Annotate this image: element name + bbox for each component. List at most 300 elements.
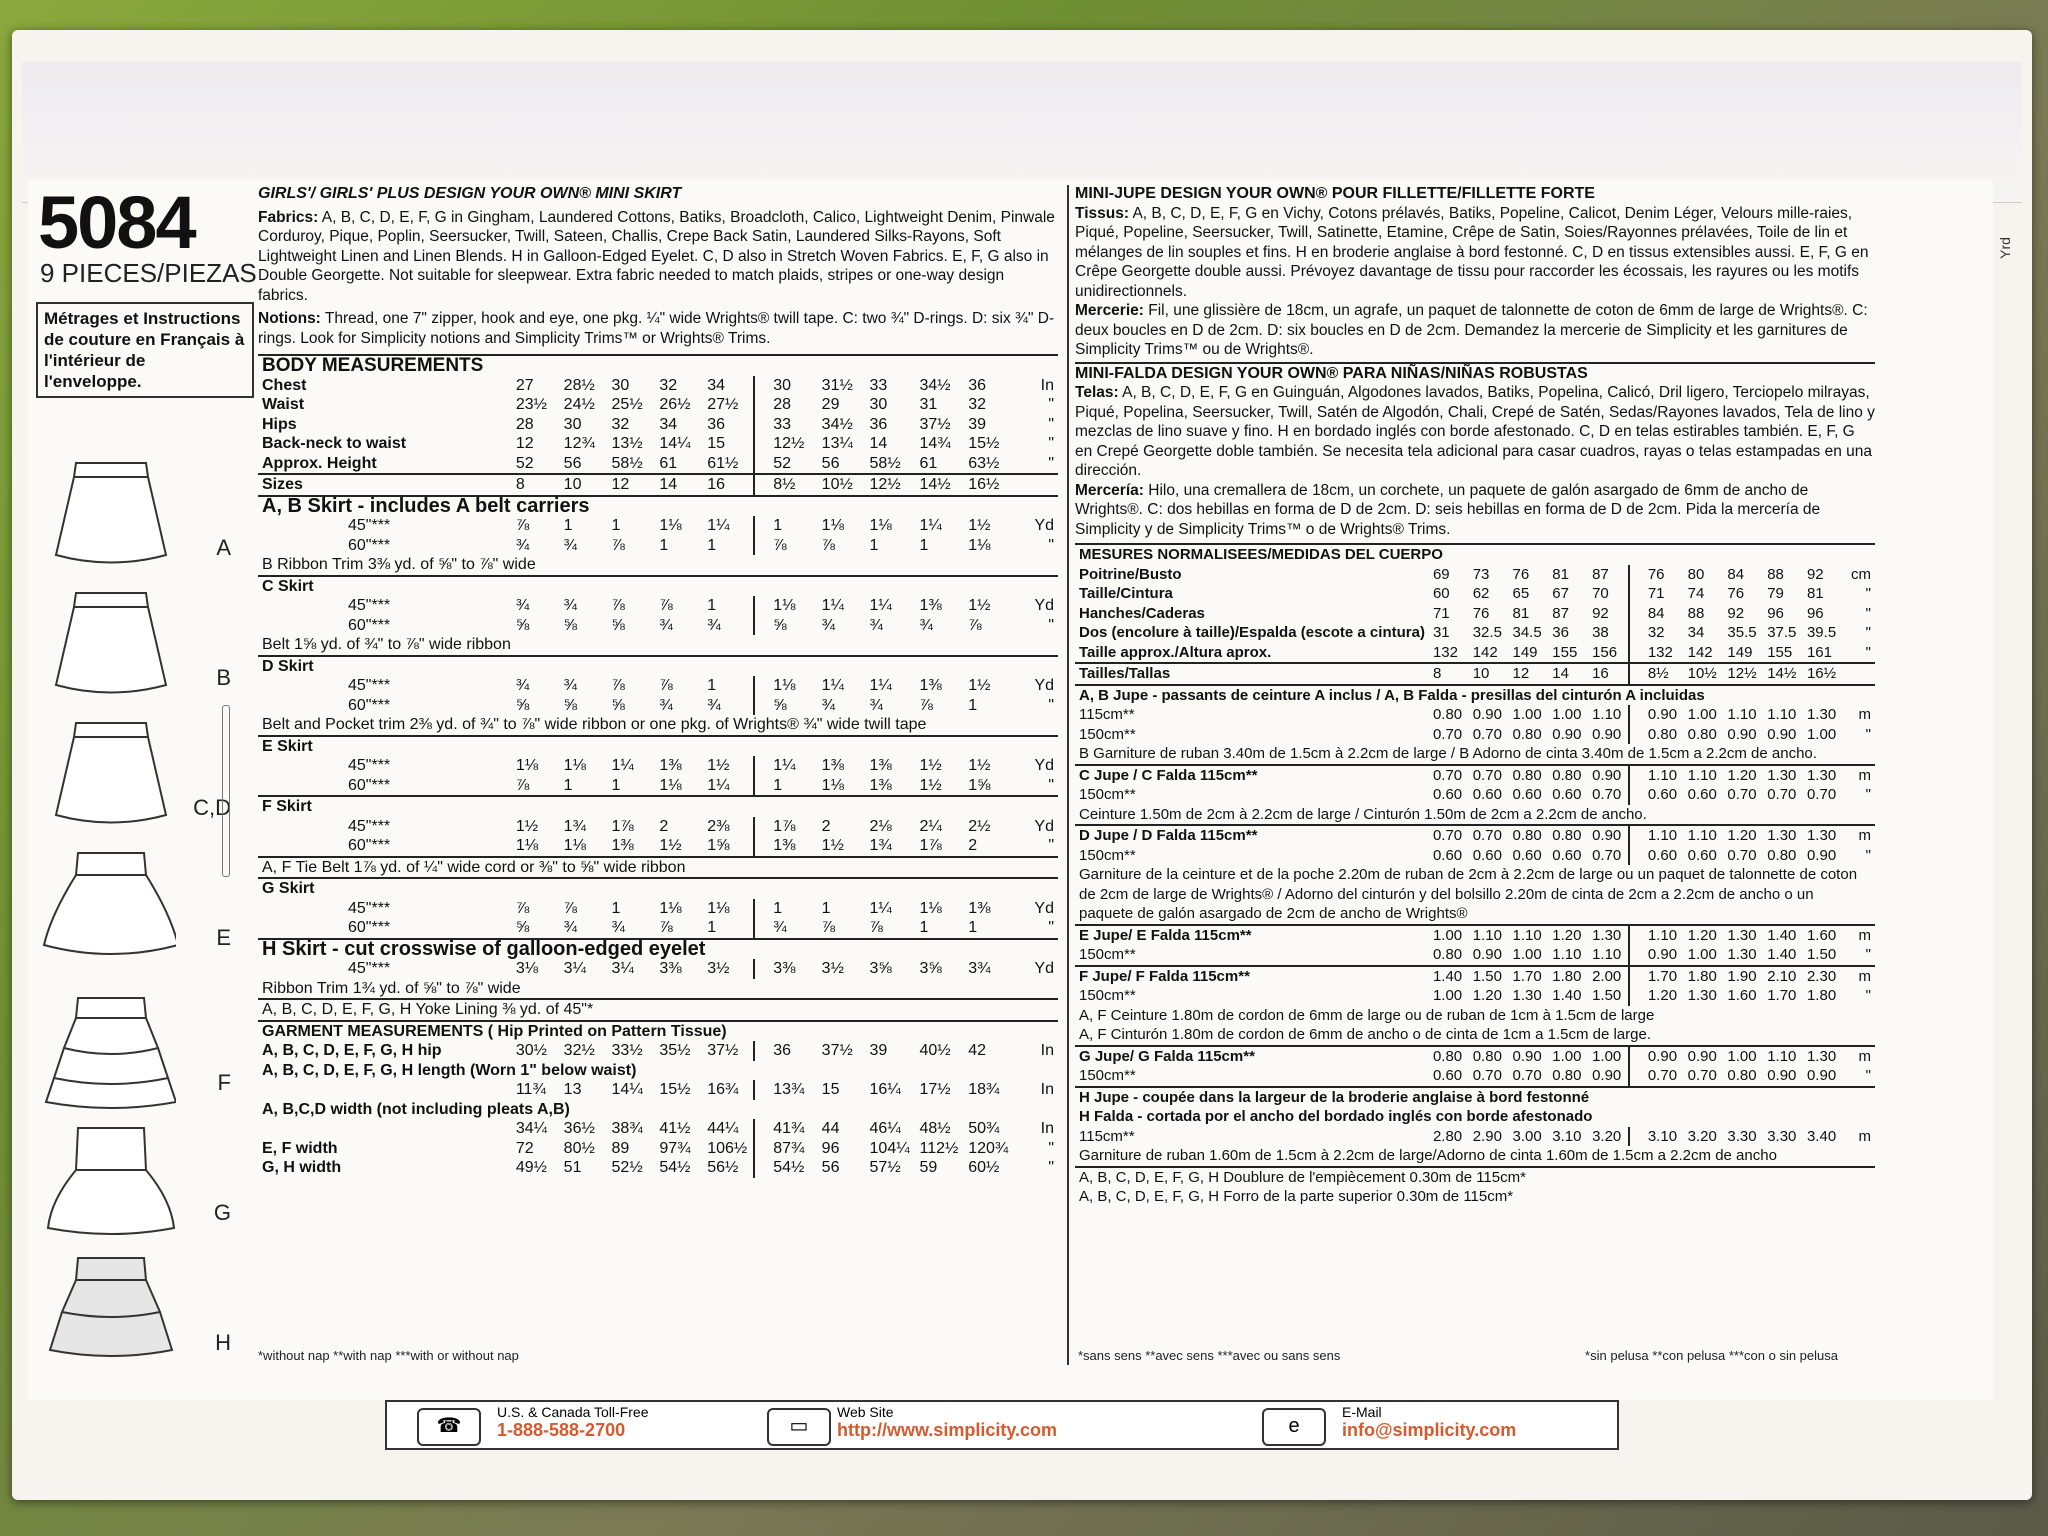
table-row bbox=[258, 376, 1058, 396]
fabric-width: 60"*** bbox=[348, 776, 391, 794]
table-row bbox=[1075, 1066, 1875, 1087]
table-cell: 0.60 bbox=[1629, 846, 1684, 866]
phone-icon: ☎ bbox=[417, 1408, 481, 1446]
unit-cell: " bbox=[1048, 919, 1054, 936]
view-label: G bbox=[213, 1200, 231, 1225]
table-cell: 1⅛ bbox=[659, 517, 682, 534]
table-cell: 2 bbox=[821, 817, 831, 835]
table-cell: 80½ bbox=[563, 1139, 595, 1157]
table-cell: 14 bbox=[659, 476, 678, 493]
table-cell: ¾ bbox=[869, 696, 883, 714]
email-link[interactable]: info@simplicity.com bbox=[1342, 1420, 1517, 1440]
section-note: B Garniture de ruban 3.40m de 1.5cm à 2.2cm de large / B Adorno de cinta 3.40m de 1.5cm a 2.2cm de ancho. bbox=[1079, 745, 1817, 762]
table-cell: ⅞ bbox=[611, 677, 625, 694]
table-cell: 37½ bbox=[821, 1042, 853, 1059]
table-row bbox=[1075, 1006, 1875, 1026]
section-note: B Ribbon Trim 3⅜ yd. of ⅝" to ⅞" wide bbox=[262, 556, 536, 573]
unit-cell: " bbox=[1048, 454, 1054, 472]
unit-cell: Yd bbox=[1034, 677, 1054, 694]
table-cell: 0.60 bbox=[1629, 785, 1684, 805]
table-cell: 28 bbox=[515, 415, 534, 433]
table-cell: 1.00 bbox=[1552, 1047, 1582, 1065]
table-row bbox=[1075, 565, 1875, 585]
table-row bbox=[258, 959, 1058, 979]
table-cell: 32 bbox=[611, 415, 630, 433]
table-cell: 73 bbox=[1472, 565, 1490, 583]
table-row bbox=[258, 395, 1058, 415]
fabric-width: 45"*** bbox=[348, 517, 391, 534]
table-cell: 0.80 bbox=[1432, 1047, 1463, 1065]
table-cell: 14¼ bbox=[659, 435, 691, 452]
unit-cell: " bbox=[1865, 846, 1871, 864]
section-title: A, B,C,D width (not including pleats A,B) bbox=[262, 1100, 570, 1118]
table-cell: 0.90 bbox=[1592, 725, 1622, 743]
table-cell: 1 bbox=[611, 899, 621, 917]
pattern-number: 5084 bbox=[38, 181, 195, 264]
row-label: G Jupe/ G Falda 115cm** bbox=[1079, 1047, 1255, 1065]
section-title: H Skirt - cut crosswise of galloon-edged eyelet bbox=[262, 937, 706, 960]
table-cell: 1 bbox=[659, 536, 669, 554]
table-cell: 12½ bbox=[869, 476, 901, 493]
table-row bbox=[1075, 785, 1875, 805]
table-cell: 3¼ bbox=[563, 960, 586, 977]
table-cell: 132 bbox=[1432, 643, 1458, 661]
table-cell: 0.70 bbox=[1767, 786, 1797, 803]
metric-footnote bbox=[1078, 1348, 1878, 1363]
table-cell: 0.80 bbox=[1767, 846, 1797, 864]
table-cell: 30 bbox=[611, 376, 630, 394]
table-cell: ¾ bbox=[563, 677, 578, 694]
table-cell: 1⅞ bbox=[754, 817, 817, 837]
table-row bbox=[258, 1041, 1058, 1061]
table-cell: 51 bbox=[563, 1159, 582, 1176]
table-row bbox=[258, 516, 1058, 536]
table-row bbox=[258, 878, 1058, 899]
skirt-cd-icon bbox=[36, 715, 176, 835]
table-cell: 3.00 bbox=[1512, 1127, 1542, 1145]
table-cell: 0.70 bbox=[1512, 1067, 1542, 1084]
row-label: 150cm** bbox=[1079, 786, 1136, 803]
table-cell: 1.40 bbox=[1552, 987, 1582, 1004]
section-note: A, F Ceinture 1.80m de cordon de 6mm de large ou de ruban de 1cm à 1.5cm de large bbox=[1079, 1006, 1655, 1024]
table-cell: 1.00 bbox=[1512, 706, 1542, 723]
table-cell: 1⅛ bbox=[919, 899, 942, 917]
table-cell: 37½ bbox=[919, 415, 951, 433]
table-row bbox=[258, 918, 1058, 939]
table-cell: 1 bbox=[707, 677, 717, 694]
table-row bbox=[1075, 725, 1875, 745]
skirt-f-icon bbox=[36, 990, 176, 1110]
table-cell: 1.30 bbox=[1767, 766, 1797, 784]
table-cell: ¾ bbox=[707, 696, 721, 714]
table-cell: 1¼ bbox=[869, 677, 892, 694]
table-cell: 149 bbox=[1512, 643, 1538, 661]
table-cell: 1.10 bbox=[1629, 825, 1684, 846]
table-cell: 1.00 bbox=[1432, 987, 1463, 1004]
table-cell: 40½ bbox=[919, 1042, 951, 1059]
row-label: Dos (encolure à taille)/Espalda (escote a cintura) bbox=[1079, 624, 1425, 641]
unit-cell: " bbox=[1865, 585, 1871, 602]
table-row bbox=[1075, 1087, 1875, 1108]
table-cell: 1.10 bbox=[1592, 946, 1622, 963]
fabric-width: 60"*** bbox=[348, 919, 391, 936]
row-label: F Jupe/ F Falda 115cm** bbox=[1079, 967, 1250, 985]
table-cell: ⅞ bbox=[968, 616, 982, 634]
table-cell: 3.10 bbox=[1629, 1127, 1684, 1147]
table-cell: 15½ bbox=[659, 1081, 691, 1098]
table-row bbox=[1075, 966, 1875, 987]
table-cell: 1.60 bbox=[1727, 987, 1757, 1004]
unit-cell: m bbox=[1858, 706, 1871, 723]
skirt-h-icon bbox=[36, 1250, 176, 1370]
table-cell: 0.70 bbox=[1432, 725, 1463, 743]
table-cell: 36 bbox=[869, 415, 888, 433]
table-cell: 65 bbox=[1512, 585, 1530, 602]
table-cell: ⅝ bbox=[515, 696, 530, 714]
table-cell: 2 bbox=[968, 837, 978, 854]
table-cell: ⅝ bbox=[754, 696, 817, 716]
section-note: Garniture de ruban 1.60m de 1.5cm à 2.2cm de large/Adorno de cinta 1.60m de 1.5cm a 2.2cm de ancho bbox=[1079, 1147, 1777, 1164]
table-cell: 0.90 bbox=[1629, 945, 1684, 966]
table-row bbox=[258, 939, 1058, 960]
table-cell: 34.5 bbox=[1512, 624, 1542, 641]
table-cell: 0.60 bbox=[1472, 846, 1502, 864]
table-row bbox=[258, 555, 1058, 576]
table-cell: 36 bbox=[1552, 624, 1569, 641]
table-cell: 32.5 bbox=[1472, 624, 1502, 641]
row-label: D Jupe / D Falda 115cm** bbox=[1079, 827, 1258, 844]
table-cell: ⅞ bbox=[659, 677, 673, 694]
row-label: E Jupe/ E Falda 115cm** bbox=[1079, 926, 1252, 944]
unit-cell bbox=[1014, 474, 1058, 496]
table-cell: 1 bbox=[968, 696, 978, 714]
table-cell: 13½ bbox=[611, 435, 643, 452]
table-cell: 8½ bbox=[754, 474, 817, 496]
section-note: Ribbon Trim 1¾ yd. of ⅝" to ⅞" wide bbox=[262, 979, 521, 997]
table-cell: 1.30 bbox=[1592, 926, 1622, 944]
table-cell: 2⅛ bbox=[869, 817, 892, 835]
table-cell: 0.80 bbox=[1552, 1067, 1582, 1084]
table-cell: 120¾ bbox=[968, 1139, 1009, 1157]
web-link[interactable]: http://www.simplicity.com bbox=[837, 1420, 1058, 1440]
table-cell: ¾ bbox=[563, 597, 578, 614]
table-cell: 35.5 bbox=[1727, 624, 1757, 641]
table-cell: 104¼ bbox=[869, 1139, 910, 1157]
table-cell: 1⅜ bbox=[869, 776, 892, 794]
table-cell: 0.90 bbox=[1629, 705, 1684, 725]
table-cell: ⅞ bbox=[821, 536, 836, 554]
table-cell: 24½ bbox=[563, 396, 595, 413]
table-cell: 1.30 bbox=[1806, 1047, 1837, 1065]
section-note: Belt and Pocket trim 2⅜ yd. of ¾" to ⅞" wide ribbon or one pkg. of Wrights® ¾" wide twill tape bbox=[262, 716, 927, 733]
table-cell: 1.00 bbox=[1727, 1047, 1757, 1065]
table-cell: 0.80 bbox=[1687, 725, 1717, 743]
metric-table bbox=[1075, 543, 1875, 1207]
section-title: D Skirt bbox=[262, 657, 314, 675]
footnote-es: *sin pelusa **con pelusa ***con o sin pelusa bbox=[1585, 1348, 1838, 1363]
table-row bbox=[1075, 986, 1875, 1006]
table-cell: 1¾ bbox=[869, 837, 892, 854]
table-cell: 1¼ bbox=[611, 757, 634, 774]
phone-label: U.S. & Canada Toll-Free bbox=[497, 1404, 649, 1420]
table-cell: ⅞ bbox=[919, 696, 933, 714]
table-cell: ¾ bbox=[707, 616, 721, 634]
row-label: Taille/Cintura bbox=[1079, 585, 1173, 602]
table-cell: 2¼ bbox=[919, 817, 942, 835]
table-cell: 1.90 bbox=[1727, 967, 1757, 985]
table-cell: 10½ bbox=[821, 476, 853, 493]
table-cell: 34½ bbox=[821, 415, 853, 433]
table-cell: 1.10 bbox=[1512, 926, 1542, 944]
table-cell: 1⅛ bbox=[515, 837, 539, 854]
unit-cell: " bbox=[1865, 1067, 1871, 1084]
table-cell: 1⅝ bbox=[707, 837, 730, 854]
table-row bbox=[258, 1158, 1058, 1178]
table-cell: 0.90 bbox=[1592, 1067, 1622, 1084]
table-cell: 0.90 bbox=[1592, 766, 1622, 784]
table-cell: 84 bbox=[1727, 565, 1745, 583]
row-label: Back-neck to waist bbox=[262, 435, 407, 452]
unit-cell: m bbox=[1858, 827, 1871, 844]
table-row bbox=[258, 857, 1058, 879]
section-note: Garniture de la ceinture et de la poche 2.20m de ruban de 2cm à 2.2cm de large ou un paquet de talonnette de coton de 2cm de large de Wrights® / Adorno del cinturón y del bolsillo 2.20m de cinta de 2cm a 2.2cm de ancho o un paquete de galón asargado de 2cm de ancho de Wrights® bbox=[1079, 866, 1858, 922]
table-cell: ⅝ bbox=[611, 696, 625, 714]
table-cell: 1¼ bbox=[754, 756, 817, 776]
table-cell: 1.10 bbox=[1687, 766, 1717, 784]
table-cell: 3½ bbox=[821, 960, 844, 977]
table-cell: 1⅜ bbox=[919, 677, 942, 694]
table-cell: 1.40 bbox=[1767, 926, 1797, 944]
unit-cell: In bbox=[1040, 1120, 1054, 1137]
skirt-b-icon bbox=[36, 585, 176, 705]
section-title: A, B Jupe - passants de ceinture A inclus / A, B Falda - presillas del cinturón A incluidas bbox=[1079, 686, 1705, 704]
table-cell: ¾ bbox=[515, 536, 530, 554]
table-cell: 1 bbox=[869, 536, 879, 554]
unit-cell: " bbox=[1048, 1159, 1054, 1176]
table-cell: 34½ bbox=[919, 376, 951, 394]
table-row bbox=[1075, 623, 1875, 643]
tissus-text: A, B, C, D, E, F, G en Vichy, Cotons prélavés, Batiks, Popeline, Calicot, Denim Léger, Velours mille-raies, Piqué, Popeline, Seersucker, Twill, Satinette, Etamine, Crêpe de Satin, Soies/Rayonnes prélavées, Toile de lin et mélanges de lin souples et fins. H en broderie anglaise à bord festonné. C, D en tissus extensibles aussi. E, F, G en Crêpe Georgette double aussi. Prévoyez davantage de tissu pour raccorder les écossais, les rayures ou les motifs unidirectionnels. bbox=[1075, 204, 1869, 300]
telas-label: Telas: bbox=[1075, 384, 1119, 401]
table-cell: 79 bbox=[1767, 585, 1784, 602]
table-cell: ⅞ bbox=[515, 899, 530, 917]
table-cell: 3¾ bbox=[968, 960, 991, 977]
table-cell: 0.70 bbox=[1727, 846, 1757, 864]
table-cell: 1 bbox=[611, 517, 621, 534]
table-cell: 2.90 bbox=[1472, 1127, 1502, 1145]
table-cell: 0.80 bbox=[1512, 725, 1542, 743]
table-cell: ⅞ bbox=[515, 776, 530, 794]
table-cell: 12¾ bbox=[563, 435, 595, 452]
table-cell: 49½ bbox=[515, 1159, 547, 1176]
table-cell: 0.70 bbox=[1592, 846, 1622, 864]
table-cell: 67 bbox=[1552, 585, 1569, 602]
table-cell: 3.30 bbox=[1727, 1127, 1757, 1145]
table-cell: 0.70 bbox=[1472, 827, 1502, 844]
table-cell: 155 bbox=[1767, 643, 1793, 661]
table-cell: 0.90 bbox=[1629, 1046, 1684, 1067]
table-cell: 0.70 bbox=[1472, 1067, 1502, 1084]
table-cell: 76 bbox=[1472, 604, 1490, 622]
unit-cell: " bbox=[1048, 696, 1054, 714]
table-cell: 1.20 bbox=[1472, 987, 1502, 1004]
column-divider bbox=[1067, 185, 1069, 1365]
fabric-width: 45"*** bbox=[348, 817, 391, 835]
table-row bbox=[1075, 825, 1875, 846]
mercerie-text: Fil, une glissière de 18cm, un agrafe, un paquet de talonnette de coton de 6mm de large de Wrights®. C: deux boucles en D de 2cm. D: six boucles en D de 2cm. Demandez la mercerie de Simplicity et les garnitures de Simplicity Trims™ ou de Wrights®. bbox=[1075, 302, 1868, 358]
table-cell: 16¼ bbox=[869, 1081, 901, 1098]
table-cell: 12½ bbox=[754, 434, 817, 454]
table-cell: 1⅜ bbox=[919, 597, 942, 614]
section-title: A, B, C, D, E, F, G, H length (Worn 1" below waist) bbox=[262, 1061, 637, 1079]
table-cell: 0.90 bbox=[1592, 827, 1622, 844]
table-row bbox=[258, 715, 1058, 736]
unit-cell: In bbox=[1040, 1081, 1054, 1098]
table-cell: 0.90 bbox=[1687, 1047, 1717, 1065]
english-title: GIRLS'/ GIRLS' PLUS DESIGN YOUR OWN® MINI SKIRT bbox=[258, 185, 682, 202]
table-row bbox=[258, 899, 1058, 919]
table-cell: 1 bbox=[821, 899, 831, 917]
section-title: MESURES NORMALISEES/MEDIDAS DEL CUERPO bbox=[1079, 546, 1443, 563]
table-cell: 37½ bbox=[707, 1042, 739, 1059]
table-cell: 155 bbox=[1552, 643, 1578, 661]
table-cell: 3⅝ bbox=[919, 960, 942, 977]
table-cell: 97¾ bbox=[659, 1139, 691, 1157]
table-cell: 92 bbox=[1592, 604, 1609, 622]
unit-cell: m bbox=[1858, 766, 1871, 784]
table-cell: 96 bbox=[1806, 604, 1824, 622]
table-cell: 1⅜ bbox=[659, 757, 682, 774]
table-cell: ¾ bbox=[869, 616, 883, 634]
english-column bbox=[258, 180, 1058, 1178]
table-cell: 1.30 bbox=[1806, 706, 1837, 723]
table-cell: 81 bbox=[1552, 565, 1569, 583]
table-row bbox=[1075, 643, 1875, 664]
table-cell: 1½ bbox=[919, 776, 942, 794]
view-a bbox=[36, 455, 231, 580]
tissus-label: Tissus: bbox=[1075, 204, 1129, 222]
mercerie-paragraph bbox=[1075, 301, 1875, 360]
table-row bbox=[1075, 1107, 1875, 1127]
table-cell: 0.90 bbox=[1512, 1047, 1542, 1065]
table-cell: 14½ bbox=[1767, 665, 1797, 682]
table-cell: 1⅛ bbox=[821, 776, 844, 794]
unit-cell: m bbox=[1858, 1047, 1871, 1065]
table-cell: 0.60 bbox=[1432, 846, 1463, 864]
table-cell: ¾ bbox=[821, 696, 836, 714]
table-cell: 0.60 bbox=[1552, 846, 1582, 864]
table-cell: 0.70 bbox=[1432, 827, 1463, 844]
table-cell: 8 bbox=[515, 476, 525, 493]
table-cell: 1⅛ bbox=[563, 757, 586, 774]
view-label: F bbox=[217, 1070, 231, 1095]
table-cell: 8 bbox=[1432, 665, 1442, 682]
unit-cell: Yd bbox=[1034, 817, 1054, 835]
table-cell: 1⅛ bbox=[659, 776, 682, 794]
table-cell: 14 bbox=[1552, 665, 1569, 682]
footnote-fr: *sans sens **avec sens ***avec ou sans sens bbox=[1078, 1348, 1341, 1363]
table-cell: 0.90 bbox=[1552, 725, 1582, 743]
table-cell: 76 bbox=[1727, 585, 1745, 602]
table-cell: 0.70 bbox=[1806, 786, 1837, 803]
table-cell: 1¼ bbox=[869, 899, 892, 917]
unit-cell: " bbox=[1865, 624, 1871, 641]
section-title: H Jupe - coupée dans la largeur de la broderie anglaise à bord festonné bbox=[1079, 1088, 1590, 1106]
table-cell: 15 bbox=[821, 1081, 840, 1098]
table-row bbox=[258, 776, 1058, 797]
fabrics-paragraph bbox=[258, 208, 1058, 306]
table-cell: 52 bbox=[754, 454, 817, 475]
table-cell: 44 bbox=[821, 1120, 840, 1137]
section-note: Belt 1⅝ yd. of ¾" to ⅞" wide ribbon bbox=[262, 636, 511, 653]
skirt-e-icon bbox=[36, 845, 176, 965]
table-cell: 1.70 bbox=[1767, 987, 1797, 1004]
table-cell: 1⅛ bbox=[821, 517, 844, 534]
table-cell: 0.60 bbox=[1432, 1067, 1463, 1084]
table-cell: 0.80 bbox=[1512, 827, 1542, 844]
table-cell: 32 bbox=[968, 396, 987, 413]
table-cell: 1⅞ bbox=[611, 817, 634, 835]
table-cell: 2½ bbox=[968, 817, 991, 835]
fabric-width: 45"*** bbox=[348, 960, 391, 977]
unit-cell: cm bbox=[1851, 565, 1871, 583]
section-note: A, B, C, D, E, F, G, H Forro de la parte superior 0.30m de 115cm* bbox=[1079, 1188, 1514, 1205]
table-cell: 29 bbox=[821, 396, 840, 413]
view-label: C,D bbox=[193, 795, 231, 820]
table-cell: 56 bbox=[563, 454, 582, 472]
table-cell: 57½ bbox=[869, 1159, 901, 1176]
table-cell: 32½ bbox=[563, 1042, 595, 1059]
table-cell: 1½ bbox=[707, 757, 730, 774]
table-cell: 1.00 bbox=[1592, 1047, 1622, 1065]
table-cell: 1 bbox=[754, 899, 817, 919]
table-row bbox=[258, 736, 1058, 757]
unit-cell: " bbox=[1048, 396, 1054, 413]
unit-cell bbox=[1843, 663, 1875, 685]
row-label bbox=[258, 1080, 512, 1100]
section-title: F Skirt bbox=[262, 798, 312, 815]
table-cell: 1.20 bbox=[1727, 827, 1757, 844]
table-cell: 88 bbox=[1767, 565, 1784, 583]
table-cell: 1 bbox=[968, 919, 978, 936]
table-cell: 0.60 bbox=[1687, 786, 1717, 803]
table-cell: 18¾ bbox=[968, 1081, 1000, 1098]
table-cell: 1⅛ bbox=[659, 899, 682, 917]
table-cell: 0.90 bbox=[1767, 1067, 1797, 1084]
table-cell: 56½ bbox=[707, 1159, 739, 1176]
email-label: E-Mail bbox=[1342, 1404, 1382, 1420]
table-row bbox=[1075, 584, 1875, 604]
section-title: GARMENT MEASUREMENTS ( Hip Printed on Pattern Tissue) bbox=[262, 1022, 727, 1040]
table-cell: 1 bbox=[563, 517, 573, 534]
table-cell: 1⅜ bbox=[821, 757, 844, 774]
table-row bbox=[258, 474, 1058, 496]
table-row bbox=[258, 355, 1058, 376]
table-cell: 58½ bbox=[611, 454, 643, 472]
table-cell: 71 bbox=[1629, 584, 1684, 604]
unit-cell: Yd bbox=[1034, 960, 1054, 977]
table-cell: 1⅛ bbox=[563, 837, 586, 854]
table-cell: 0.70 bbox=[1687, 1067, 1717, 1084]
table-cell: 1.30 bbox=[1727, 946, 1757, 963]
table-cell: 106½ bbox=[707, 1139, 748, 1157]
table-row bbox=[258, 434, 1058, 454]
table-cell: 0.60 bbox=[1512, 786, 1542, 803]
merceria-text: Hilo, una cremallera de 18cm, un corchete, un paquete de galón asargado de 6mm de ancho de Wrights®. C: dos hebillas en forma de D de 2cm. D: seis hebillas en forma de D de 2cm. Pida la mercería de Simplicity y de Simplicity Trims™ o de Wrights® Trims. bbox=[1075, 481, 1821, 538]
table-row bbox=[1075, 705, 1875, 725]
side-text: Yrd bbox=[1996, 237, 2013, 259]
phone-number[interactable]: 1-888-588-2700 bbox=[497, 1420, 626, 1440]
